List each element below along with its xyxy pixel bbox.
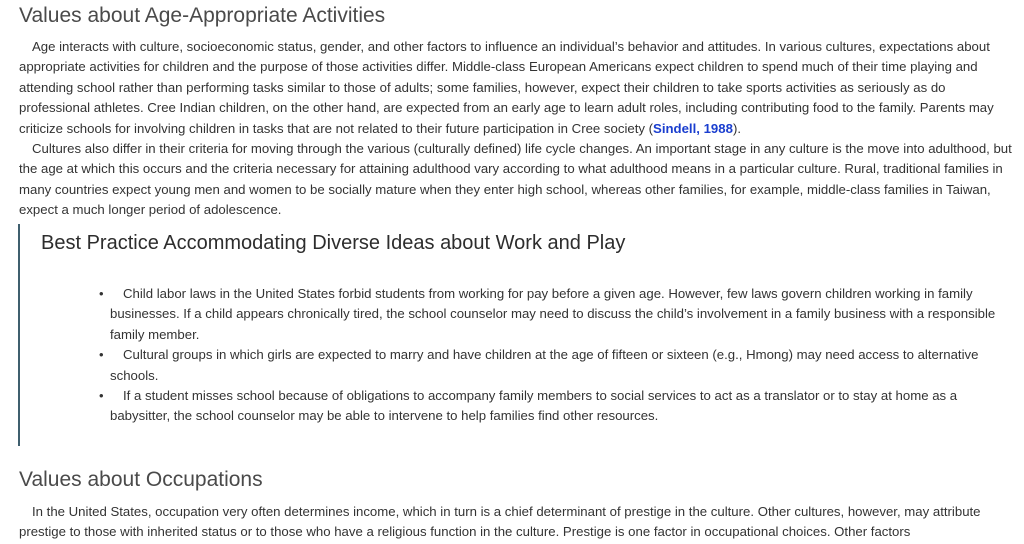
list-item: [99, 386, 1000, 427]
best-practice-callout: [18, 224, 1010, 446]
paragraph-occupations: In the United States, occupation very often determines income, which in turn is a chief determinant of prestige in the culture. Other cultures, however, may attribute prestige to those with inherited status or to those who have a religious function in the culture. Prestige is one factor in occupational choices. Other factors: [19, 504, 981, 540]
bullet-icon: •: [99, 347, 104, 363]
list-item-text: Cultural groups in which girls are expected to marry and have children at the age of fifteen or sixteen (e.g., Hmong) may need access to alternative schools.: [110, 347, 979, 383]
section-heading-age-activities: Values about Age-Appropriate Activities: [19, 4, 386, 27]
best-practice-list: [99, 284, 1000, 427]
paragraph-life-cycle: Cultures also differ in their criteria for moving through the various (culturally defined) life cycle changes. An important stage in any culture is the move into adulthood, but the age at which this occurs and the criteria necessary for attaining adulthood vary according to what adulthood means in a particular culture. Rural, traditional families in many countries expect young men and women to be socially mature when they enter high school, whereas other families, for example, middle-class families in Taiwan, expect a much longer period of adolescence.: [19, 141, 1012, 218]
best-practice-title: Best Practice Accommodating Diverse Ideas about Work and Play: [41, 232, 626, 254]
section-heading-occupations: Values about Occupations: [19, 468, 263, 491]
paragraph-age-culture: [19, 37, 1013, 139]
citation-link-sindell[interactable]: Sindell, 1988: [653, 120, 733, 136]
paragraph-age-culture-text: Age interacts with culture, socioeconomic status, gender, and other factors to influence an individual’s behavior and attitudes. In various cultures, expectations about appropriate activities for children and the purpose of those activities differ. Middle-class European Americans expect children to spend much of their time playing and attending school rather than performing tasks similar to those of adults; some families, however, expect their children to take sports activities as seriously as do professional athletes. Cree Indian children, on the other hand, are expected from an early age to learn adult roles, including contributing food to the family. Parents may criticize schools for involving children in tasks that are not related to their future participation in Cree society (: [19, 39, 994, 136]
list-item: [99, 284, 1000, 345]
paragraph-age-culture-end: ).: [732, 120, 741, 136]
bullet-icon: •: [99, 286, 104, 301]
list-item-text: If a student misses school because of obligations to accompany family members to social services to act as a translator or to stay at home as a babysitter, the school counselor may be able to intervene to help families find other resources.: [110, 388, 958, 424]
bullet-icon: •: [99, 388, 104, 404]
list-item-text: Child labor laws in the United States forbid students from working for pay before a given age. However, few laws govern children working in family businesses. If a child appears chronically tired, the school counselor may need to discuss the child’s involvement in a family business with a responsible family member.: [110, 286, 996, 342]
list-item: [99, 345, 1000, 386]
